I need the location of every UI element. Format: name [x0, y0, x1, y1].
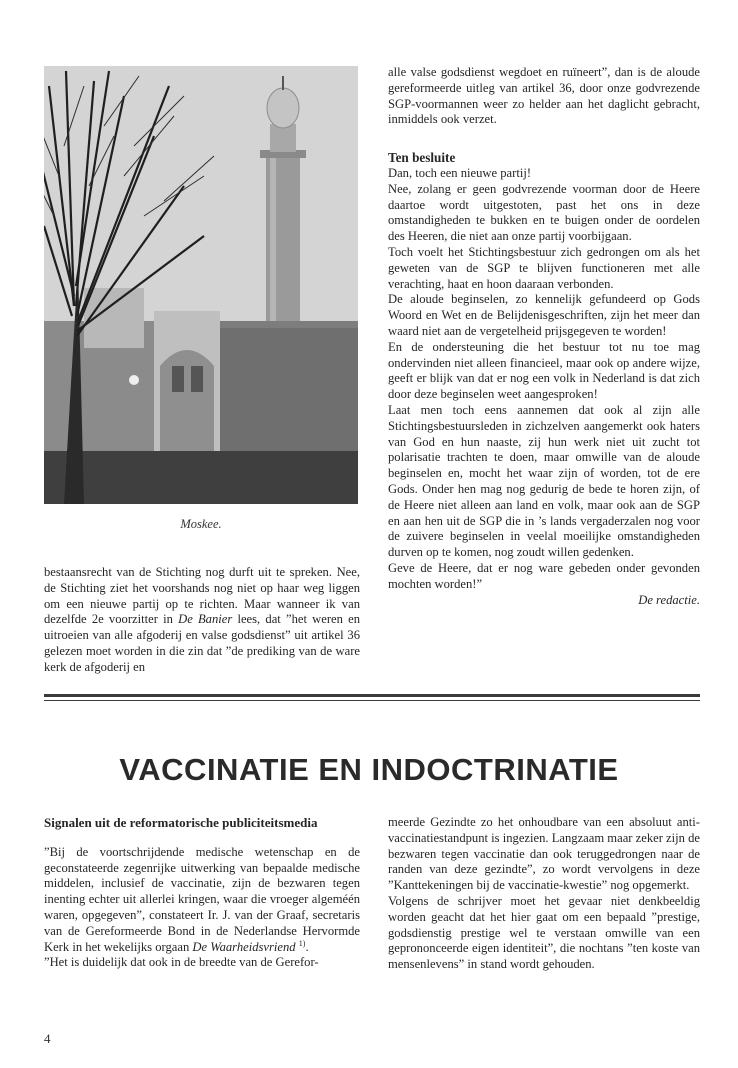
footnote-marker: 1)	[298, 938, 306, 948]
paragraph: Laat men toch eens aannemen dat ook al zijn alle Stichtingsbestuursleden in zichzelven aangemerkt ook haters van God en hun naaste, zij hun werk niet uit zucht tot polarisatie trachten te doen, maar omwille van de aloude beginselen en, mocht het waar zijn of worden, tot de ere Gods. Onder hen mag nog gedurig de bede te horen zijn, of de Heere niet alleen aan land en volk, maar ook aan de SGP en aan hen uit de SGP die in ’s lands vergaderzalen nog voor de zuivere beginselen in veelal moeilijke omstandigheden durven op te komen, nog zoudt willen gedenken.	[388, 402, 700, 560]
article-paragraph: ”Het is duidelijk dat ook in de breedte van de Gerefor-	[44, 955, 319, 970]
mosque-photo-image	[44, 66, 358, 504]
article-left-column	[44, 815, 360, 971]
page-number: 4	[44, 1031, 51, 1046]
article-right-column	[388, 815, 700, 973]
photo-caption: Moskee.	[180, 517, 222, 531]
intro-paragraph: alle valse godsdienst wegdoet en ruïneert”, dan is de aloude gereformeerde uitleg van artikel 36, door onze godvrezende SGP-voormannen weer zo helder aan het daglicht gebracht, inmiddels ook verzet.	[388, 65, 700, 127]
paragraph: Nee, zolang er geen godvrezende voorman door de Heere daartoe wordt uitgestoten, past het ons in deze omstandigheden te bukken en te buigen onder de oordelen des Heeren, die niet aan onze partij voorbijgaan.	[388, 181, 700, 244]
article-paragraph: ”Bij de voortschrijdende medische wetenschap en de geconstateerde zegenrijke uitwerking van bepaalde medische middelen, inclusief de vaccinatie, zijn de bezwaren tegen inenting echter uit allerlei kringen, waar die vroeger algeméén waren, opgegeven”, constateert Ir. J. van der Graaf, secretaris van de Gereformeerde Bond in de Nederlandse Hervormde Kerk in het wekelijks orgaan De Waarheidsvriend $^{1)}$.	[44, 844, 360, 954]
section-divider	[44, 694, 700, 697]
paragraph: De aloude beginselen, zo kennelijk gefundeerd op Gods Woord en Wet en de Belijdenisgeschriften, zijn het meer dan waard niet aan de vergetelheid prijsgegeven te worden!	[388, 292, 700, 338]
publication-title: De Waarheidsvriend	[192, 939, 296, 954]
section-divider-thin	[44, 700, 700, 701]
signature: De redactie.	[638, 592, 700, 607]
paragraph: En de ondersteuning die het bestuur tot nu toe mag ondervinden niet alleen financieel, maar ook op andere wijze, geeft er blijk van dat er nog een volk in Nederland is dat zich door deze beginselen weet aangesproken!	[388, 339, 700, 402]
article-subheading: Signalen uit de reformatorische publiciteitsmedia	[44, 815, 318, 830]
article-paragraph: meerde Gezindte zo het onhoudbare van een absoluut anti-vaccinatiestandpunt is ingezien. Langzaam maar zeker zijn de bezwaren tegen vaccinatie dan ook teruggedrongen naar de randen van deze gezindte”, zo wordt vervolgens in deze ”Kanttekeningen bij de vaccinatie-kwestie” nog opgemerkt.	[388, 815, 700, 893]
left-column-text	[44, 565, 360, 676]
article-paragraph: Volgens de schrijver moet het gevaar niet denkbeeldig worden geacht dat het hier gaat om een bepaald ”prestige, godsdienstig prestige wel te verstaan omwille van een geprononceerde eigen identiteit”, die nochtans ”ten koste van mensenlevens” in stand wordt gehouden.	[388, 893, 700, 972]
section-heading: Ten besluite	[388, 150, 456, 166]
mosque-photo	[44, 66, 358, 504]
left-column-paragraph: bestaansrecht van de Stichting nog durft uit te spreken. Nee, de Stichting ziet het voorshands nog niet op haar weg liggen om een nieuwe partij op te richten. Maar wanneer ik van dezelfde 2e voorzitter in De Banier lees, dat ”het weren en uitroeien van alle afgoderij en valse godsdienst” uit artikel 36 gelezen moet worden in die zin dat ”de prediking van de ware kerk de afgoderij en	[44, 565, 361, 674]
publication-title: De Banier	[178, 612, 233, 627]
paragraph: Geve de Heere, dat er nog ware gebeden onder gevonden mochten worden!”	[388, 560, 700, 591]
paragraph: Dan, toch een nieuwe partij!	[388, 165, 532, 180]
paragraph: Toch voelt het Stichtingsbestuur zich gedrongen om als het geweten van de SGP te blijven functioneren met alle verachting, haat en hoon daaraan verbonden.	[388, 244, 700, 291]
article-headline: VACCINATIE EN INDOCTRINATIE	[119, 752, 619, 787]
right-column-text	[388, 65, 700, 608]
